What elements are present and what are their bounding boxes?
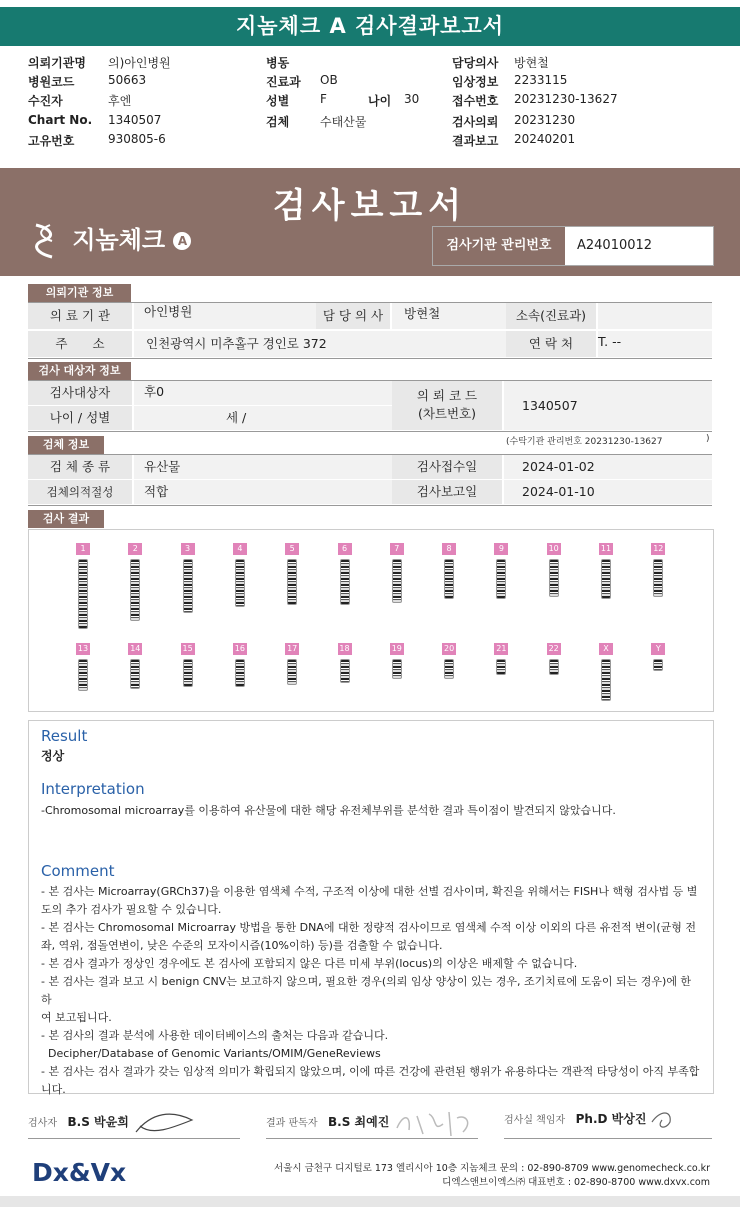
chromosome-2: [125, 543, 145, 621]
section-header-client: 의뢰기관 정보: [28, 284, 131, 302]
meta-label: 결과보고: [452, 134, 499, 148]
consign-note: (수탁기관 관리번호 20231230-13627: [506, 437, 663, 447]
handwritten-signature: [393, 1108, 483, 1138]
chromosome-4: [230, 543, 250, 607]
report-title-bar: [0, 7, 740, 46]
result-heading: Result: [41, 727, 88, 745]
chart-code-label-2: (차트번호): [417, 406, 477, 421]
chromosome-ideogram: [287, 559, 297, 605]
doctor-label: 담 당 의 사: [316, 303, 390, 329]
chromosome-label: 2: [128, 543, 142, 555]
chromosome-X: [596, 643, 616, 701]
chromosome-label: 17: [287, 644, 298, 653]
signature-label: 검사자: [28, 1118, 57, 1129]
banner-title: 검사보고서: [272, 186, 468, 226]
result-value: 정상: [41, 749, 65, 763]
chromosome-label: 11: [600, 544, 612, 553]
meta-value: 방현철: [514, 56, 549, 70]
chromosome-ideogram: [444, 659, 454, 679]
signature-name: B.S 박윤희: [67, 1115, 129, 1129]
comment-line: 좌, 역위, 점돌연변이, 낮은 수준의 모자이시즘(10%이하) 등)를 검출할 수 없습니다.: [41, 939, 443, 952]
chromosome-5: [282, 543, 302, 605]
dna-icon: [30, 221, 64, 261]
meta-label: 접수번호: [452, 94, 499, 108]
meta-value: 20231230-13627: [514, 92, 618, 106]
chromosome-ideogram: [653, 659, 663, 671]
meta-label: 담당의사: [452, 56, 499, 70]
subject-age-value: 세 /: [134, 406, 420, 430]
footer-line-1: 서울시 금천구 디지털로 173 엘리시아 10층 지놈체크 문의 : 02-890-8709 www.genomecheck.co.kr: [274, 1163, 710, 1174]
meta-value: 2233115: [514, 73, 568, 87]
dxvx-logo: Dx&Vx: [32, 1158, 127, 1187]
meta-value: 후엔: [108, 94, 132, 108]
chromosome-ideogram: [549, 659, 559, 675]
chart-code-label: [392, 381, 502, 430]
consign-note-close: ): [706, 434, 710, 444]
comment-line: - 본 검사는 Chromosomal Microarray 방법을 통한 DNA에 대한 정량적 검사이므로 염색체 수적 이상 이외의 다른 유전적 변이(균형 전: [41, 921, 696, 934]
chromosome-6: [335, 543, 355, 605]
chromosome-label: 19: [391, 644, 402, 653]
meta-value: 30: [404, 92, 420, 106]
comment-line: - 본 검사 결과가 정상인 경우에도 본 검사에 포함되지 않은 다른 미세 부위(locus)의 이상은 배제할 수 없습니다.: [41, 957, 578, 970]
chromosome-label: 4: [233, 543, 247, 555]
meta-label: 진료과: [266, 75, 301, 89]
chromosome-ideogram: [653, 559, 663, 597]
meta-value: 50663: [108, 73, 147, 87]
inst-label: 의 료 기 관: [28, 303, 132, 329]
chromosome-15: [178, 643, 198, 687]
chromosome-label: 18: [339, 644, 350, 653]
chromosome-17: [282, 643, 302, 685]
chromosome-ideogram: [130, 559, 140, 621]
chromosome-label: 21: [496, 644, 507, 653]
meta-label: Chart No.: [28, 113, 93, 127]
chromosome-label: 16: [234, 644, 245, 653]
footer-info: [270, 1162, 710, 1190]
chromosome-ideogram: [235, 659, 245, 687]
divider: [28, 431, 712, 432]
chromosome-label: 13: [77, 644, 89, 653]
chromosome-label: 8: [442, 543, 456, 555]
chromosome-ideogram: [392, 559, 402, 603]
genomecheck-logo: [30, 220, 191, 261]
interpretation-heading: Interpretation: [41, 780, 145, 798]
chromosome-label: 6: [338, 543, 352, 555]
contact-label: 연 락 처: [506, 331, 596, 357]
specimen-type-label: 검 체 종 류: [28, 455, 132, 479]
chromosome-ideogram: [601, 559, 611, 599]
chromosome-9: [491, 543, 511, 599]
comment-line: - 본 검사의 결과 분석에 사용한 데이터베이스의 출처는 다음과 같습니다.: [41, 1029, 389, 1042]
mgmt-value: A24010012: [577, 238, 653, 253]
meta-label: 수진자: [28, 94, 63, 108]
subject-name-value: 후0: [134, 381, 394, 405]
chromosome-10: [544, 543, 564, 597]
page-bottom-bar: [0, 1196, 740, 1207]
chromosome-label: 12: [653, 544, 664, 553]
specimen-suit-label: 검체의적절성: [28, 480, 132, 504]
interpretation-text: -Chromosomal microarray를 이용하여 유산물에 대한 해당 유전체부위를 분석한 결과 특이점이 발견되지 않았습니다.: [41, 804, 616, 817]
meta-value: 20240201: [514, 132, 576, 146]
chromosome-Y: [648, 643, 668, 671]
meta-value: 20231230: [514, 113, 576, 127]
specimen-suit-value: 적합: [134, 480, 394, 504]
specimen-type-value: 유산물: [134, 455, 394, 479]
comment-list: [41, 883, 701, 1099]
chromosome-ideogram: [496, 559, 506, 599]
chromosome-label: X: [599, 643, 613, 655]
meta-value: 수태산물: [320, 115, 367, 129]
chromosome-ideogram: [601, 659, 611, 701]
chromosome-1: [73, 543, 93, 629]
chromosome-ideogram: [183, 559, 193, 613]
report-title: 지놈체크 A 검사결과보고서: [235, 14, 505, 38]
chromosome-ideogram: [130, 659, 140, 689]
logo-text: 지놈체크: [72, 226, 166, 254]
comment-line: 여 보고됩니다.: [41, 1011, 112, 1024]
recv-date-value: 2024-01-02: [504, 455, 712, 479]
chromosome-ideogram: [78, 659, 88, 691]
chromosome-label: Y: [651, 643, 665, 655]
meta-value: 1340507: [108, 113, 162, 127]
subject-age-label: 나이 / 성별: [28, 406, 132, 430]
meta-value: OB: [320, 73, 338, 87]
findings-panel: [28, 720, 714, 1094]
chromosome-label: 20: [444, 644, 455, 653]
subject-name-label: 검사대상자: [28, 381, 132, 405]
signature-line: [266, 1138, 478, 1139]
meta-value: 930805-6: [108, 132, 166, 146]
chromosome-11: [596, 543, 616, 599]
chromosome-label: 15: [182, 644, 193, 653]
chromosome-ideogram: [549, 559, 559, 597]
management-number: [432, 226, 714, 266]
chromosome-ideogram: [392, 659, 402, 679]
chromosome-ideogram: [444, 559, 454, 599]
meta-label: 성별: [266, 94, 290, 108]
report-date-value: 2024-01-10: [504, 480, 712, 504]
chromosome-ideogram: [340, 559, 350, 605]
meta-value: 의)아인병원: [108, 56, 171, 70]
karyogram-panel: [28, 529, 714, 712]
chromosome-ideogram: [183, 659, 193, 687]
chromosome-ideogram: [287, 659, 297, 685]
addr-label: 주 소: [28, 331, 132, 357]
inst-value: 아인병원: [134, 303, 316, 329]
mgmt-label: 검사기관 관리번호: [433, 227, 565, 265]
dept-label: 소속(진료과): [506, 303, 596, 329]
chromosome-21: [491, 643, 511, 675]
divider: [28, 358, 712, 359]
meta-label: 병원코드: [28, 75, 75, 89]
chromosome-ideogram: [78, 559, 88, 629]
handwritten-signature: [132, 1108, 202, 1138]
meta-label: 검체: [266, 115, 290, 129]
comment-line: 도의 추가 검사가 필요할 수 있습니다.: [41, 903, 222, 916]
signature-line: [28, 1138, 240, 1139]
chromosome-label: 7: [390, 543, 404, 555]
chromosome-label: 22: [548, 644, 559, 653]
patient-meta: [0, 52, 740, 152]
signature-name: Ph.D 박상진: [575, 1112, 647, 1126]
handwritten-signature: [650, 1108, 680, 1132]
meta-value: F: [320, 92, 327, 106]
dept-value: [598, 303, 712, 329]
signature-tester: [28, 1108, 202, 1138]
contact-value: T. --: [598, 331, 712, 357]
section-header-results: 검사 결과: [28, 510, 104, 528]
divider: [28, 505, 712, 506]
recv-date-label: 검사접수일: [392, 455, 502, 479]
chart-code-value: 1340507: [504, 381, 712, 430]
chromosome-14: [125, 643, 145, 689]
comment-line: - 본 검사는 검사 결과가 갖는 임상적 의미가 확립되지 않았으며, 이에 따른 건강에 관련된 행위가 유용하다는 객관적 타당성이 아직 부족합: [41, 1065, 700, 1078]
chromosome-ideogram: [340, 659, 350, 683]
chromosome-label: 3: [181, 543, 195, 555]
chromosome-22: [544, 643, 564, 675]
chromosome-12: [648, 543, 668, 597]
chromosome-20: [439, 643, 459, 679]
signature-name: B.S 최예진: [327, 1115, 390, 1129]
chromosome-label: 1: [76, 543, 90, 555]
chromosome-3: [178, 543, 198, 613]
chromosome-13: [73, 643, 93, 691]
report-banner: [0, 168, 740, 276]
chromosome-19: [387, 643, 407, 679]
footer-line-2: 디엑스앤브이엑스㈜ 대표번호 : 02-890-8700 www.dxvx.com: [442, 1177, 710, 1188]
chromosome-7: [387, 543, 407, 603]
chromosome-8: [439, 543, 459, 599]
chromosome-label: 9: [494, 543, 508, 555]
comment-line: - 본 검사는 Microarray(GRCh37)을 이용한 염색체 수적, 구조적 이상에 대한 선별 검사이며, 확진을 위해서는 FISH나 핵형 검사법 등 별: [41, 885, 698, 898]
chromosome-label: 10: [548, 544, 559, 553]
chromosome-ideogram: [496, 659, 506, 675]
signature-label: 결과 판독자: [266, 1118, 318, 1129]
meta-label: 임상정보: [452, 75, 499, 89]
report-date-label: 검사보고일: [392, 480, 502, 504]
comment-line: - 본 검사는 결과 보고 시 benign CNV는 보고하지 않으며, 필요한 경우(의뢰 임상 양상이 있는 경우, 조기치료에 도움이 되는 경우)에 한하: [41, 975, 692, 1006]
signature-reviewer: [266, 1108, 483, 1138]
signature-line: [504, 1138, 712, 1139]
comment-line: Decipher/Database of Genomic Variants/OMIM/GeneReviews: [41, 1047, 381, 1060]
logo-a-badge: A: [173, 232, 191, 250]
comment-line: 니다.: [41, 1083, 66, 1096]
chromosome-16: [230, 643, 250, 687]
meta-label: 고유번호: [28, 134, 75, 148]
meta-label: 검사의뢰: [452, 115, 499, 129]
signature-director: [504, 1108, 680, 1138]
addr-value: 인천광역시 미추홀구 경인로 372: [134, 331, 506, 357]
chromosome-label: 5: [285, 543, 299, 555]
chromosome-18: [335, 643, 355, 683]
section-header-specimen: 검체 정보: [28, 436, 104, 454]
chromosome-ideogram: [235, 559, 245, 607]
comment-heading: Comment: [41, 862, 115, 880]
signature-label: 검사실 책임자: [504, 1115, 566, 1126]
meta-label: 나이: [368, 94, 392, 108]
doctor-value: 방현철: [392, 303, 506, 329]
meta-label: 병동: [266, 56, 290, 70]
section-header-subject: 검사 대상자 정보: [28, 362, 131, 380]
chromosome-label: 14: [130, 644, 141, 653]
meta-label: 의뢰기관명: [28, 56, 86, 70]
chart-code-label-1: 의 뢰 코 드: [416, 388, 478, 403]
